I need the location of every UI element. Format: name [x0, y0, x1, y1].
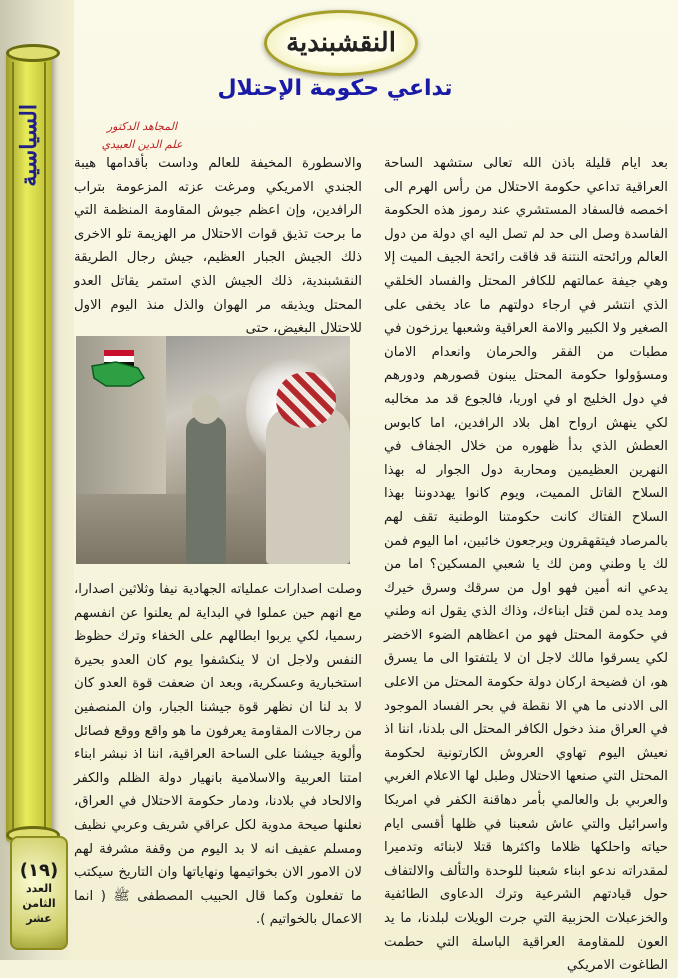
article-title: تداعي حكومة الإحتلال: [217, 76, 453, 101]
column-right-text: بعد ايام قليلة باذن الله تعالى ستشهد الساحة العراقية تداعي حكومة الاحتلال من رأس الهرم الى اخمصه فالسفاد المستشري عند رموز هذه الحكومة الفاسدة وصل الى حد لم تصل اليه اي دولة من دول العالم ورائحته النتنة قد فاقت رائحة الجيف الميت إلا وهي جيفة عمالتهم للكافر المحتل والفساد الخلقي الذي انتشر في ارجاء دولتهم ما عاد يخفى على الصغير ولا الكبير والامة العراقية وشعبها يرزخون في مطبات من الفقر والحرمان وانعدام الامان ومسؤولوا حكومة المحتل يبنون قصورهم ودورهم في دول الخليج او في اوربا، فالجوع قد مد مخالبه لكي ينهش ارواح اهل بلاد الرافدين، اما كابوس العطش الذي بدأ ظهوره من خلال الجفاف في النهرين العظيمين ومحاربة دول الجوار له بهذا السلاح القاتل المميت، ويوم كانوا يهددوننا بهذا السلاح الفتاك كانت حكومتنا الوطنية تقف لهم بالمرصاد فيتقهقرون ويرجعون خائبين، اما اليوم فمن لك يا وطني ومن لك يا شعبي المسكين؟ اما من يدعي انه أمين فهو اول من سرقك وسرق خيرك ومد يده لمن قتل ابناءك، وذاك الذي يقول انه وطني في حكومة المحتل فهو من اعظاهم الضوء الاخضر لكي يسرقوا مالك لاجل ان لا يلتفتوا الى ما يسرق هو، ان فضيحة اركان دولة حكومة المحتل من الاعلى الى الادنى ما هي الا نقطة في بحر الفساد الموجود في العراق منذ دخول الكافر المحتل الى بلدنا، اننا اذ نعيش اليوم تهاوي العروش الكارتونية لحكومة المحتل التي صنعها الاحتلال وطبل لها الاعلام الغربي والعربي بل والعالمي بأمر دهاقنة الكفر في امريكا واسرائيل والتي عاش شعبنا في ظلها أقسى ايام حياته واحلكها ظلاما واكثرها قتلا لابنائه وتدميرا لمقدراته ندعو ابناء شعبنا للوحدة والتألف والالتفاف حول قيادتهم الشرعية وترك الدعاوى الطائفية والخزعبلات الحزبية التي جرت الويلات لبلدنا، ما يد العون للمقاومة العراقية الباسلة التي حطمت الطاغوت الامريكي: [384, 156, 668, 974]
bar-ring-top: [6, 44, 60, 62]
column-left-top: [74, 152, 362, 341]
article-photo: [76, 336, 350, 564]
author-signature: [92, 118, 192, 154]
section-label: [9, 90, 49, 200]
photo-fighter-head: [192, 394, 220, 424]
issue-badge: [10, 836, 68, 950]
iraq-flag-map-logo: [86, 348, 150, 390]
photo-fighter-body: [186, 416, 226, 564]
issue-label-2: الثامن: [22, 897, 56, 910]
column-left-bottom-text: وصلت اصدارات عملياته الجهادية نيفا وثلاثين اصدارا، مع انهم حين عملوا في البداية لم يعلنوا عن انفسهم رسميا، لكي يربوا ابطالهم على الخفاء وترك حظوظ النفس ولاجل ان لا ينكشفوا يوم كان العدو بحيرة استخبارية وعسكرية، وبعد ان ضعفت قوة العدو كان لا بد لنا ان نظهر قوة جيشنا الجبار، وان المنصفين من رجالات المقاومة يعرفون ما هو واقع ووقع فصائل وألوية جيشنا على الساحة العراقية، اننا اذ نبشر ابناء امتنا العربية والاسلامية بانهيار دولة الظلم والكفر والالحاد في بلادنا، ودمار حكومة الاحتلال في العراق، نعلنها صيحة مدوية لكل عراقي شريف وعربي نظيف ومسلم عفيف انه لا بد اليوم من وقفة مشرفة لهم لان الامور الان بخواتيمها ونهاياتها وان التاريخ سيكتب ما تفعلون وكما قال الحبيب المصطفى ﷺ ( انما الاعمال بالخواتيم ).: [74, 582, 362, 928]
column-left-top-text: والاسطورة المخيفة للعالم وداست بأقدامها هيبة الجندي الامريكي ومرغت عزته المزعومة بتراب الرافدين، وإن اعظم جيوش المقاومة المنظمة التي ما برحت تذيق قوات الاحتلال مر الهزيمة تلو الاخرى ذلك الجيش الجبار العظيم، جيش رجال الطريقة النقشبندية، ذلك الجيش الذي استمر يقاتل العدو المحتل ويذيقه مر الهوان والذل منذ اليوم الاول للاحتلال البغيض، حتى: [74, 156, 362, 337]
issue-label-3: عشر: [26, 912, 52, 925]
page-number: (١٩): [19, 860, 59, 881]
author-title: المجاهد الدكتور: [106, 120, 178, 133]
section-label-text: السياسية: [16, 103, 42, 187]
photo-fighter-foreground: [266, 406, 350, 564]
magazine-name: النقشبندية: [286, 28, 396, 58]
column-left-bottom: [74, 578, 362, 932]
author-name: علم الدين العبيدي: [101, 138, 183, 151]
issue-label-1: العدد: [25, 882, 53, 895]
magazine-logo: [264, 10, 418, 76]
photo-keffiyeh: [276, 372, 336, 428]
column-right: [384, 152, 668, 978]
